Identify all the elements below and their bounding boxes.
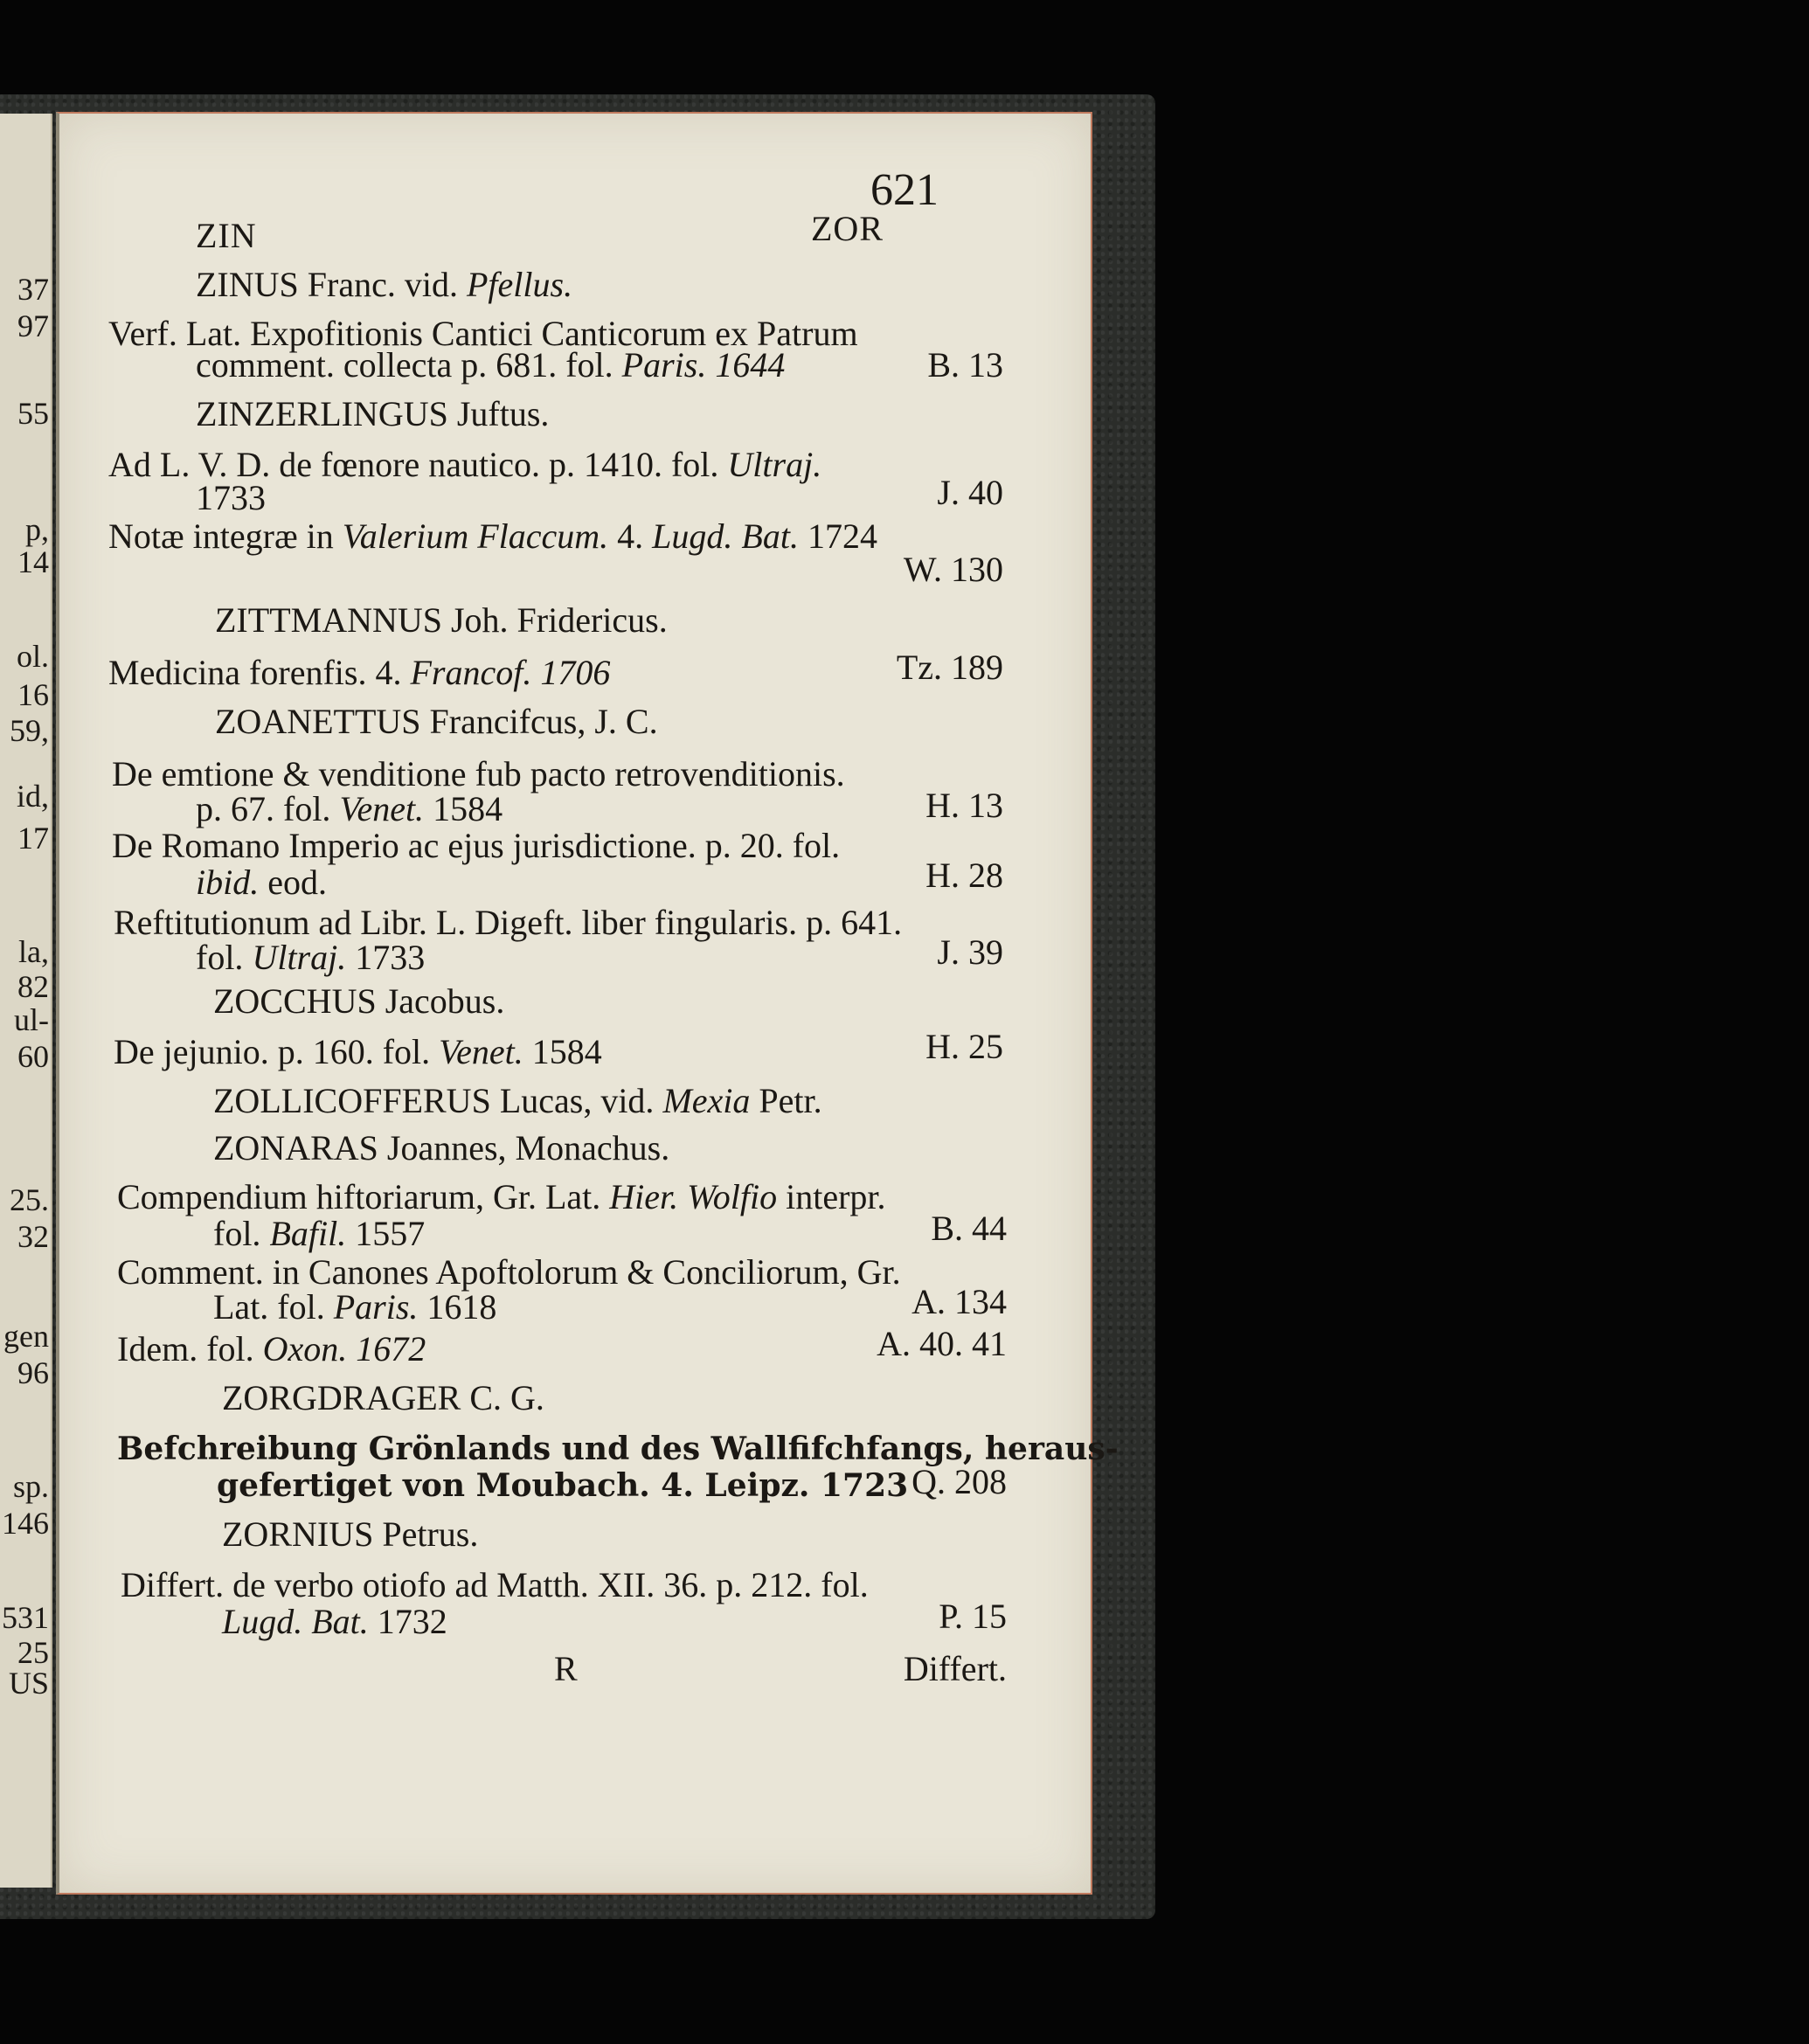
- entry-line: Ad L. V. D. de fœnore nautico. p. 1410. fol. Ultraj.: [108, 445, 822, 484]
- author-heading: ZONARAS Joannes, Monachus.: [213, 1128, 670, 1168]
- margin-fragment: US: [8, 1666, 49, 1701]
- author-heading: ZITTMANNUS Joh. Fridericus.: [215, 600, 668, 640]
- entry-line: Differt. de verbo otiofo ad Matth. XII. 36. p. 212. fol.: [121, 1565, 869, 1604]
- entry-line: comment. collecta p. 681. fol. Paris. 1644: [196, 345, 786, 385]
- entry-line: De Romano Imperio ac ejus jurisdictione. p. 20. fol.: [112, 826, 841, 865]
- shelf-mark: H. 25: [925, 1027, 1003, 1066]
- entry-line: Lugd. Bat. 1732: [222, 1602, 447, 1641]
- margin-fragment: p,: [25, 512, 49, 547]
- author-heading: ZORGDRAGER C. G.: [222, 1378, 544, 1417]
- entry-line: p. 67. fol. Venet. 1584: [196, 789, 503, 828]
- entry-line: Idem. fol. Oxon. 1672: [117, 1329, 426, 1368]
- margin-fragment: la,: [18, 934, 49, 969]
- catchword: Differt.: [903, 1649, 1007, 1688]
- shelf-mark: Q. 208: [911, 1462, 1007, 1501]
- margin-fragment: 531: [2, 1600, 49, 1635]
- margin-fragment: 37: [17, 272, 49, 307]
- margin-fragment: ol.: [16, 639, 49, 674]
- shelf-mark: Tz. 189: [896, 648, 1003, 687]
- margin-fragment: 32: [17, 1219, 49, 1254]
- margin-fragment: id,: [16, 779, 49, 814]
- entry-line: Reftitutionum ad Libr. L. Digeft. liber fingularis. p. 641.: [114, 903, 903, 942]
- shelf-mark: H. 13: [925, 786, 1003, 825]
- shelf-mark: H. 28: [925, 856, 1003, 895]
- margin-fragment: 25: [17, 1635, 49, 1670]
- entry-line: Verf. Lat. Expofitionis Cantici Canticorum ex Patrum: [108, 314, 858, 353]
- shelf-mark: P. 15: [939, 1597, 1007, 1636]
- margin-fragment: 97: [17, 308, 49, 343]
- entry-line: ibid. eod.: [196, 863, 327, 902]
- margin-fragment: 17: [17, 821, 49, 856]
- shelf-mark: B. 44: [931, 1209, 1007, 1248]
- shelf-mark: A. 134: [911, 1282, 1007, 1321]
- margin-fragment: 96: [17, 1355, 49, 1390]
- margin-fragment: 25.: [10, 1182, 49, 1217]
- margin-fragment: 59,: [10, 713, 49, 748]
- shelf-mark: J. 40: [937, 473, 1003, 512]
- signature-mark: R: [554, 1649, 578, 1688]
- shelf-mark: W. 130: [903, 550, 1003, 589]
- entry-line: fol. Ultraj. 1733: [196, 938, 426, 977]
- margin-fragment: ul-: [14, 1002, 49, 1037]
- author-heading: ZORNIUS Petrus.: [222, 1514, 479, 1554]
- margin-fragment: 16: [17, 677, 49, 712]
- margin-fragment: gen: [3, 1319, 49, 1354]
- entry-line: De jejunio. p. 160. fol. Venet. 1584: [114, 1032, 602, 1071]
- entry-line: fol. Bafil. 1557: [213, 1214, 426, 1253]
- margin-fragment: 14: [17, 544, 49, 579]
- margin-fragment: 55: [17, 396, 49, 431]
- left-page-edge: [0, 114, 52, 1888]
- entry-line: gefertiget von Moubach. 4. Leipz. 1723: [217, 1467, 909, 1504]
- running-head-left: ZIN: [196, 216, 257, 255]
- margin-fragment: sp.: [12, 1469, 49, 1504]
- entry-line: Notæ integræ in Valerium Flaccum. 4. Lugd. Bat. 1724: [108, 516, 877, 556]
- shelf-mark: B. 13: [927, 345, 1003, 385]
- entry-line: 1733: [196, 478, 266, 517]
- margin-fragment: 146: [2, 1506, 49, 1541]
- author-heading: ZINZERLINGUS Juftus.: [196, 394, 550, 433]
- author-heading: ZOLLICOFFERUS Lucas, vid. Mexia Petr.: [213, 1081, 822, 1120]
- entry-line: Medicina forenfis. 4. Francof. 1706: [108, 653, 611, 692]
- entry-line: Befchreibung Grönlands und des Wallfifchfangs, heraus-: [117, 1431, 1119, 1467]
- running-head-right: ZOR: [811, 209, 884, 248]
- margin-fragment: 82: [17, 969, 49, 1004]
- margin-fragment: 60: [17, 1039, 49, 1074]
- page-number: 621: [870, 165, 939, 215]
- shelf-mark: A. 40. 41: [877, 1324, 1007, 1363]
- book-page: [56, 112, 1119, 1895]
- entry-line: De emtione & venditione fub pacto retrovenditionis.: [112, 754, 845, 793]
- shelf-mark: J. 39: [937, 932, 1003, 972]
- entry-line: Comment. in Canones Apoftolorum & Conciliorum, Gr.: [117, 1252, 901, 1292]
- author-heading: ZOANETTUS Francifcus, J. C.: [215, 702, 658, 741]
- author-heading: ZINUS Franc. vid. Pfellus.: [196, 265, 573, 304]
- entry-line: Lat. fol. Paris. 1618: [213, 1287, 497, 1327]
- entry-line: Compendium hiftoriarum, Gr. Lat. Hier. Wolfio interpr.: [117, 1177, 886, 1216]
- author-heading: ZOCCHUS Jacobus.: [213, 981, 505, 1021]
